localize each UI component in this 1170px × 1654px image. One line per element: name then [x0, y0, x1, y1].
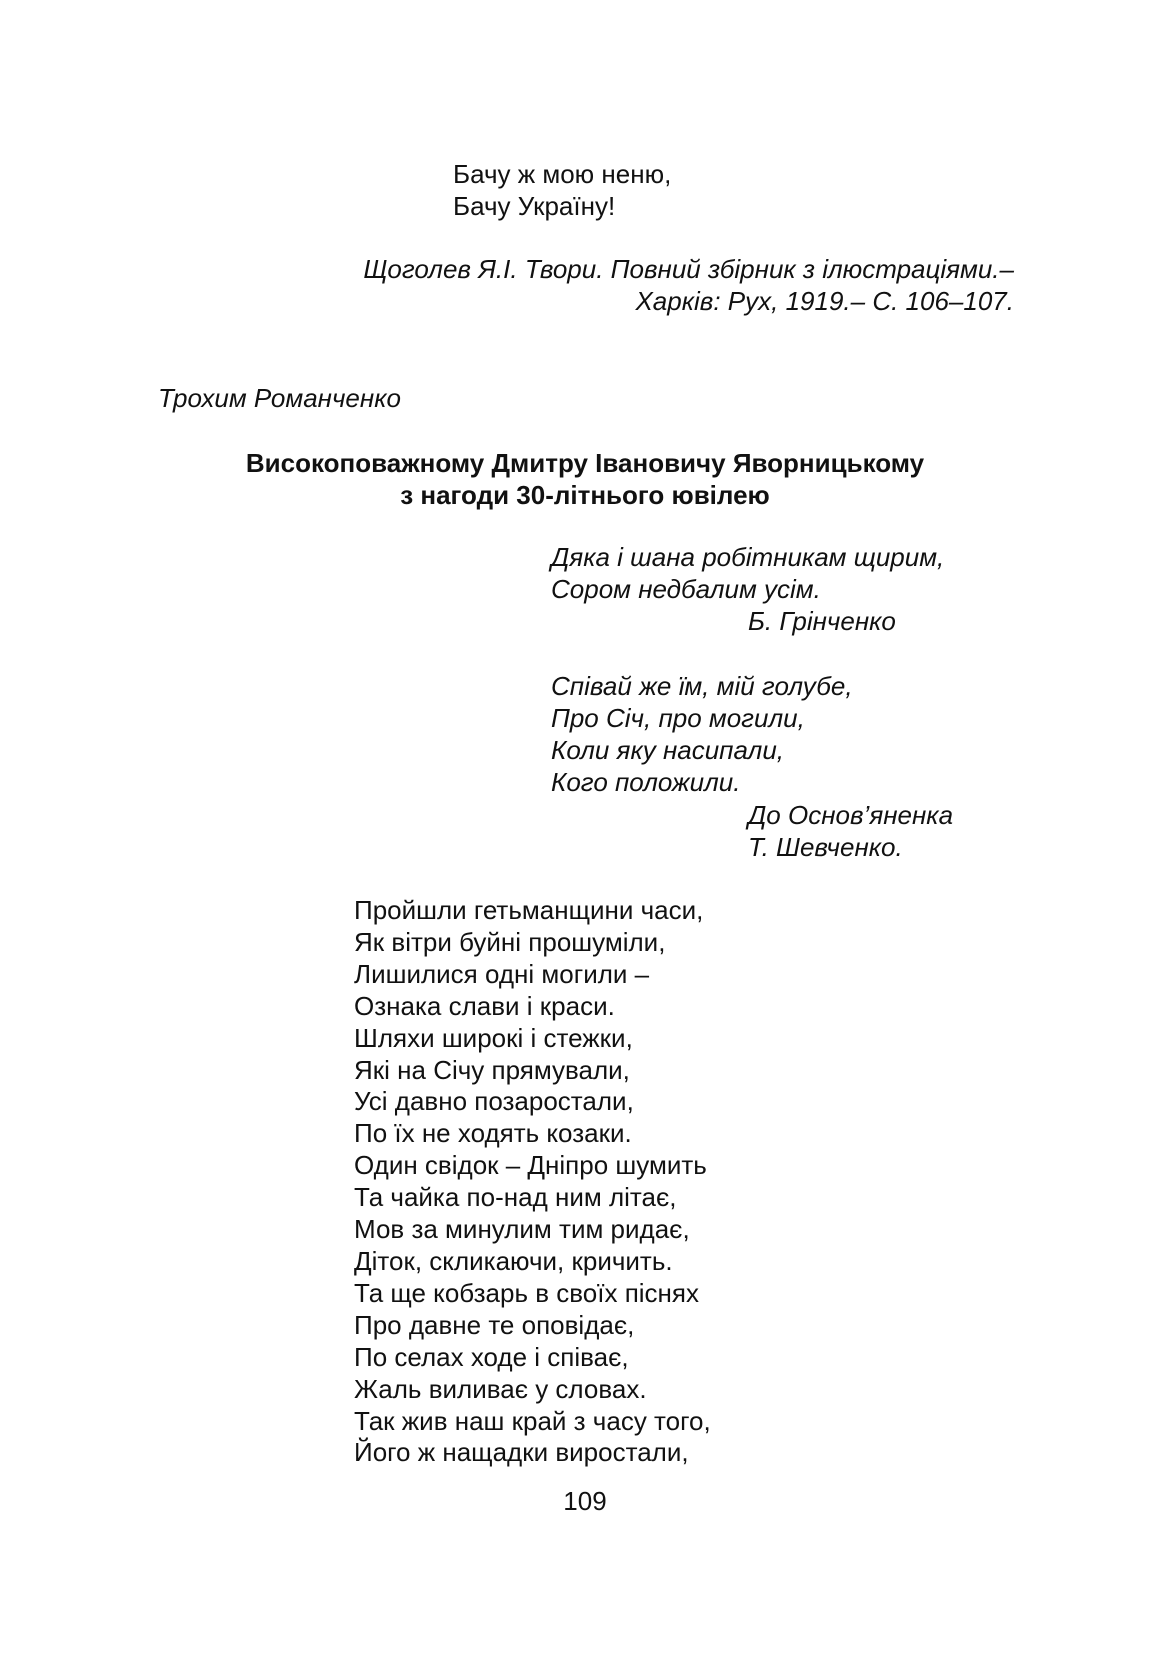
source-citation — [280, 253, 1014, 317]
poem-body — [354, 895, 711, 1469]
poem-line: Його ж нащадки виростали, — [354, 1437, 689, 1468]
author-name: Трохим Романченко — [158, 383, 401, 413]
epigraph-attribution: Б. Грінченко — [748, 606, 896, 636]
poem-line: Та ще кобзарь в своїх піснях — [354, 1277, 699, 1308]
epigraph-line: Дяка і шана робітникам щирим, — [551, 542, 945, 572]
poem-line: Як вітри буйні прошуміли, — [354, 926, 666, 957]
title-line: з нагоди 30-літнього ювілею — [400, 480, 770, 510]
epigraph-line: Коли яку насипали, — [551, 735, 784, 765]
poem-line: Бачу Україну! — [453, 191, 616, 221]
poem-line: По їх не ходять козаки. — [354, 1118, 632, 1149]
poem-line: Лишилися одні могили – — [354, 958, 650, 989]
epigraph-line: Про Січ, про могили, — [551, 703, 805, 733]
poem-line: Ознака слави і краси. — [354, 990, 615, 1021]
poem-line: По селах ходе і співає, — [354, 1341, 629, 1372]
poem-line: Які на Січу прямували, — [354, 1054, 630, 1085]
epigraph-shevchenko — [551, 670, 853, 798]
page-number: 109 — [563, 1486, 607, 1516]
epigraph-grinchenko — [551, 541, 944, 605]
epigraph-attribution — [748, 799, 953, 863]
poem-line: Один свідок – Дніпро шумить — [354, 1150, 707, 1181]
poem-line: Так жив наш край з часу того, — [354, 1405, 711, 1436]
epigraph-line: Кого положили. — [551, 767, 741, 797]
poem-line: Та чайка по-над ним літає, — [354, 1182, 677, 1213]
attribution-line: Т. Шевченко. — [748, 832, 903, 862]
attribution-line: До Основ’яненка — [748, 800, 954, 830]
poem-line: Мов за минулим тим ридає, — [354, 1214, 690, 1245]
previous-poem-ending — [453, 158, 671, 222]
poem-line: Про давне те оповідає, — [354, 1309, 635, 1340]
poem-line: Бачу ж мою неню, — [453, 159, 672, 189]
epigraph-line: Сором недбалим усім. — [551, 574, 821, 604]
title-line: Високоповажному Дмитру Івановичу Яворницькому — [245, 448, 925, 478]
poem-line: Пройшли гетьманщини часи, — [354, 895, 704, 925]
poem-title — [120, 447, 1050, 511]
poem-line: Усі давно позаростали, — [354, 1086, 634, 1117]
citation-line: Щоголев Я.І. Твори. Повний збірник з ілюстраціями.– — [363, 254, 1014, 284]
poem-line: Діток, скликаючи, кричить. — [354, 1245, 673, 1276]
poem-line: Шляхи широкі і стежки, — [354, 1022, 633, 1053]
poem-line: Жаль виливає у словах. — [354, 1373, 647, 1404]
epigraph-line: Співай же їм, мій голубе, — [551, 671, 853, 701]
citation-line: Харків: Рух, 1919.– С. 106–107. — [635, 286, 1014, 316]
